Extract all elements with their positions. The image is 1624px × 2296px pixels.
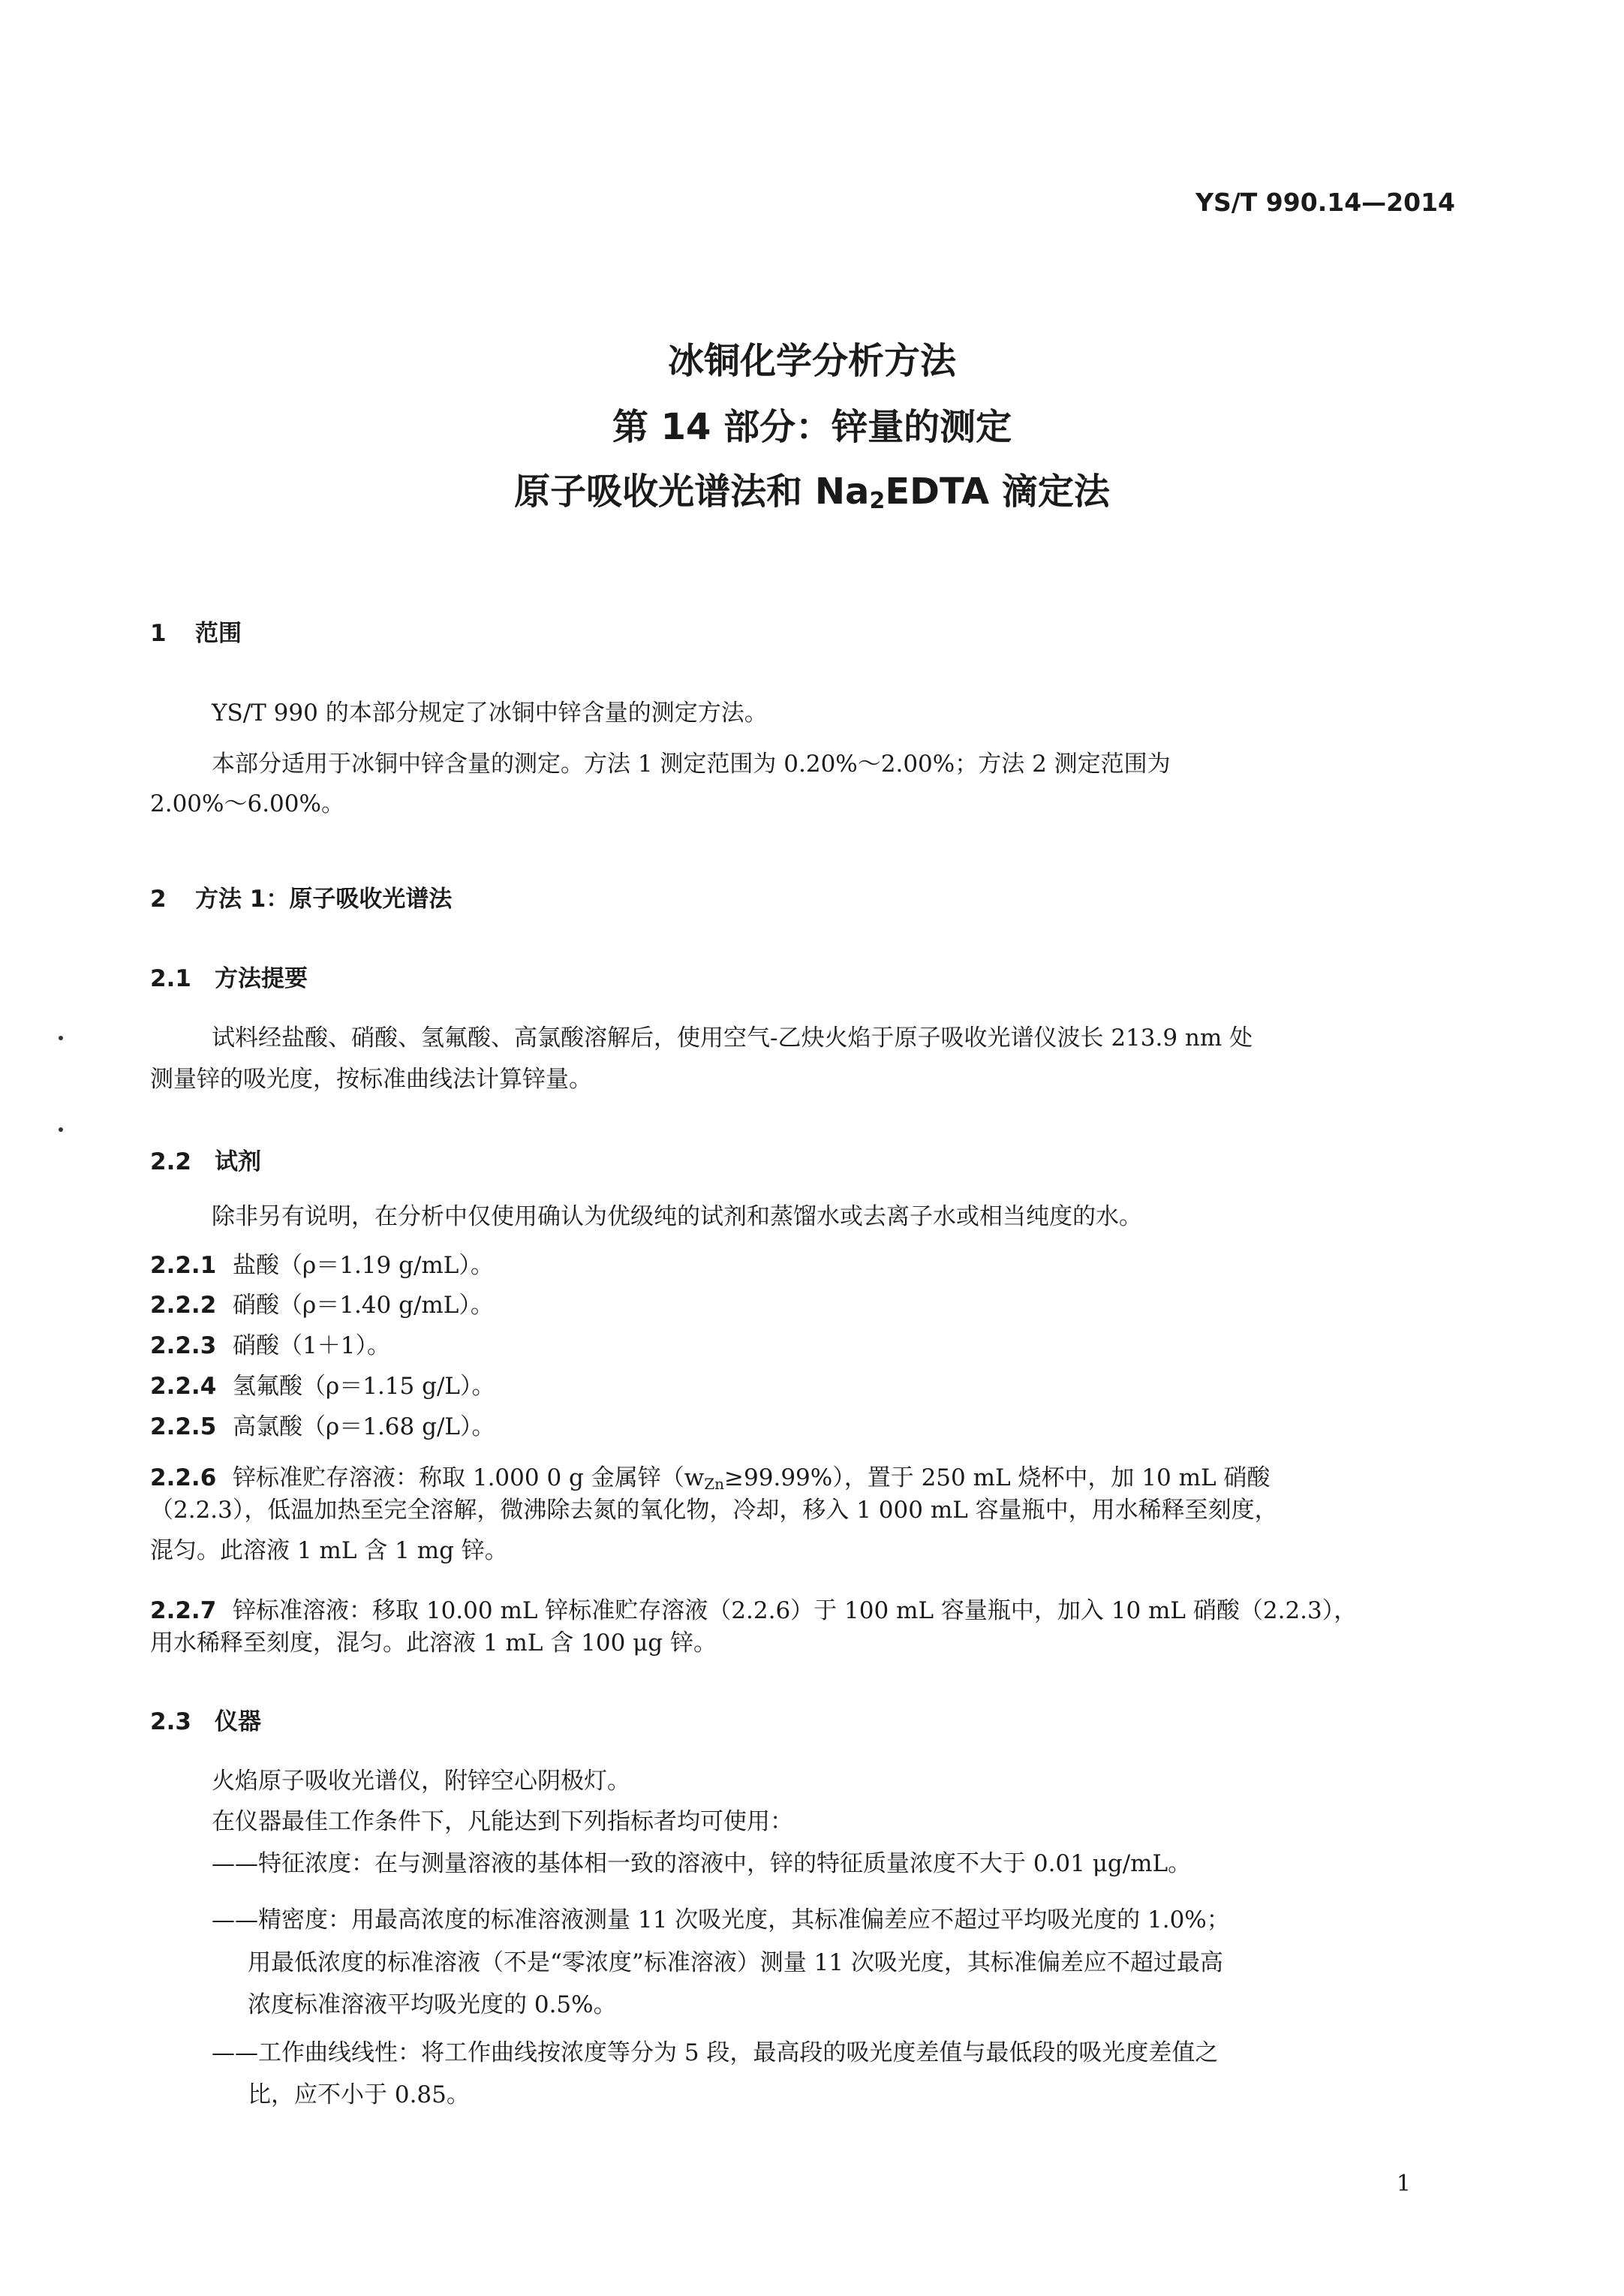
criterion-precision-line-1: ——精密度：用最高浓度的标准溶液测量 11 次吸光度，其标准偏差应不超过平均吸光度的 1.0%； [212,1906,1230,1933]
section-2-1-heading [150,959,308,993]
section-2-3-number: 2.3 [150,1708,191,1735]
title-line-1: 冰铜化学分析方法 [667,340,956,382]
section-2-3-paragraph-2: 在仪器最佳工作条件下，凡能达到下列指标者均可使用： [212,1808,793,1835]
section-2-3-heading [150,1702,261,1736]
reagent-item-text: 锌标准贮存溶液：称取 1.000 0 g 金属锌（w [233,1464,705,1491]
section-2-title: 方法 1：原子吸收光谱法 [195,886,453,913]
reagent-item-text-cont: ≥99.99%），置于 250 mL 烧杯中，加 10 mL 硝酸 [724,1464,1271,1491]
criterion-characteristic-concentration: ——特征浓度：在与测量溶液的基体相一致的溶液中，锌的特征质量浓度不大于 0.01 μg/mL。 [212,1850,1192,1877]
reagent-item-text: 高氯酸（ρ＝1.68 g/L）。 [233,1413,495,1440]
section-2-1-title: 方法提要 [215,965,308,992]
criterion-precision-line-2: 用最低浓度的标准溶液（不是“零浓度”标准溶液）测量 11 次吸光度，其标准偏差应不超过最高 [248,1949,1223,1976]
section-1-title: 范围 [195,620,242,647]
reagent-item-number: 2.2.7 [150,1597,217,1624]
section-2-1-number: 2.1 [150,965,191,992]
reagent-item-2-2-7-line-1 [150,1591,1357,1625]
criterion-linearity-line-1: ——工作曲线线性：将工作曲线按浓度等分为 5 段，最高段的吸光度差值与最低段的吸光度差值之 [212,2039,1219,2066]
criterion-precision-line-3: 浓度标准溶液平均吸光度的 0.5%。 [248,1991,617,2018]
title-line-3-sub: 2 [869,488,886,514]
criterion-linearity-line-2: 比，应不小于 0.85。 [248,2081,470,2108]
section-2-2-heading [150,1142,261,1176]
reagent-item-2-2-6-line-3: 混匀。此溶液 1 mL 含 1 mg 锌。 [150,1537,508,1564]
section-2-heading [150,880,452,913]
section-1-number: 1 [150,620,167,647]
reagent-item-2-2-6-line-2: （2.2.3），低温加热至完全溶解，微沸除去氮的氧化物，冷却，移入 1 000 mL 容量瓶中，用水稀释至刻度， [150,1497,1278,1524]
section-2-2-title: 试剂 [215,1148,261,1175]
section-1-paragraph-2-line-1: 本部分适用于冰铜中锌含量的测定。方法 1 测定范围为 0.20%～2.00%；方法 2 测定范围为 [212,751,1171,778]
reagent-item-text: 硝酸（1＋1）。 [233,1332,390,1359]
reagent-item [150,1286,494,1320]
title-line-3 [0,462,1624,514]
reagent-item-text: 锌标准溶液：移取 10.00 mL 锌标准贮存溶液（2.2.6）于 100 mL 容量瓶中，加入 10 mL 硝酸（2.2.3）， [233,1597,1358,1624]
zinc-subscript: Zn [704,1475,725,1493]
reagent-item-number: 2.2.3 [150,1332,217,1359]
reagent-item-number: 2.2.1 [150,1252,217,1279]
section-2-number: 2 [150,886,167,913]
reagent-item [150,1326,390,1360]
reagent-item-2-2-6-line-1 [150,1458,1270,1493]
section-1-paragraph-1: YS/T 990 的本部分规定了冰铜中锌含量的测定方法。 [212,700,768,727]
reagent-item [150,1407,495,1441]
scan-speck [59,1036,63,1040]
title-line-2: 第 14 部分：锌量的测定 [612,406,1012,448]
page-number: 1 [1396,2171,1411,2197]
standard-code: YS/T 990.14—2014 [1195,188,1455,217]
reagent-item-number: 2.2.2 [150,1292,217,1319]
section-2-2-number: 2.2 [150,1148,191,1175]
section-2-3-paragraph-1: 火焰原子吸收光谱仪，附锌空心阴极灯。 [212,1768,630,1795]
reagent-item-number: 2.2.6 [150,1464,217,1491]
section-2-3-title: 仪器 [215,1708,261,1735]
reagent-item [150,1246,494,1280]
section-1-paragraph-2-line-2: 2.00%～6.00%。 [150,790,344,817]
reagent-item [150,1367,495,1401]
scan-speck [59,1127,63,1132]
section-2-1-line-2: 测量锌的吸光度，按标准曲线法计算锌量。 [150,1066,592,1093]
reagent-item-2-2-7-line-2: 用水稀释至刻度，混匀。此溶液 1 mL 含 100 μg 锌。 [150,1629,717,1657]
reagent-item-text: 氢氟酸（ρ＝1.15 g/L）。 [233,1373,495,1400]
section-2-1-line-1: 试料经盐酸、硝酸、氢氟酸、高氯酸溶解后，使用空气-乙炔火焰于原子吸收光谱仪波长 213.9 nm 处 [212,1025,1253,1052]
reagent-item-text: 盐酸（ρ＝1.19 g/mL）。 [233,1252,494,1279]
section-2-2-intro: 除非另有说明，在分析中仅使用确认为优级纯的试剂和蒸馏水或去离子水或相当纯度的水。 [212,1203,1142,1230]
reagent-item-number: 2.2.5 [150,1413,217,1440]
reagent-item-number: 2.2.4 [150,1373,217,1400]
reagent-item-text: 硝酸（ρ＝1.40 g/mL）。 [233,1292,494,1319]
title-line-3-post: EDTA 滴定法 [885,471,1110,513]
title-line-3-pre: 原子吸收光谱法和 Na [514,471,870,513]
section-1-heading [150,614,242,648]
